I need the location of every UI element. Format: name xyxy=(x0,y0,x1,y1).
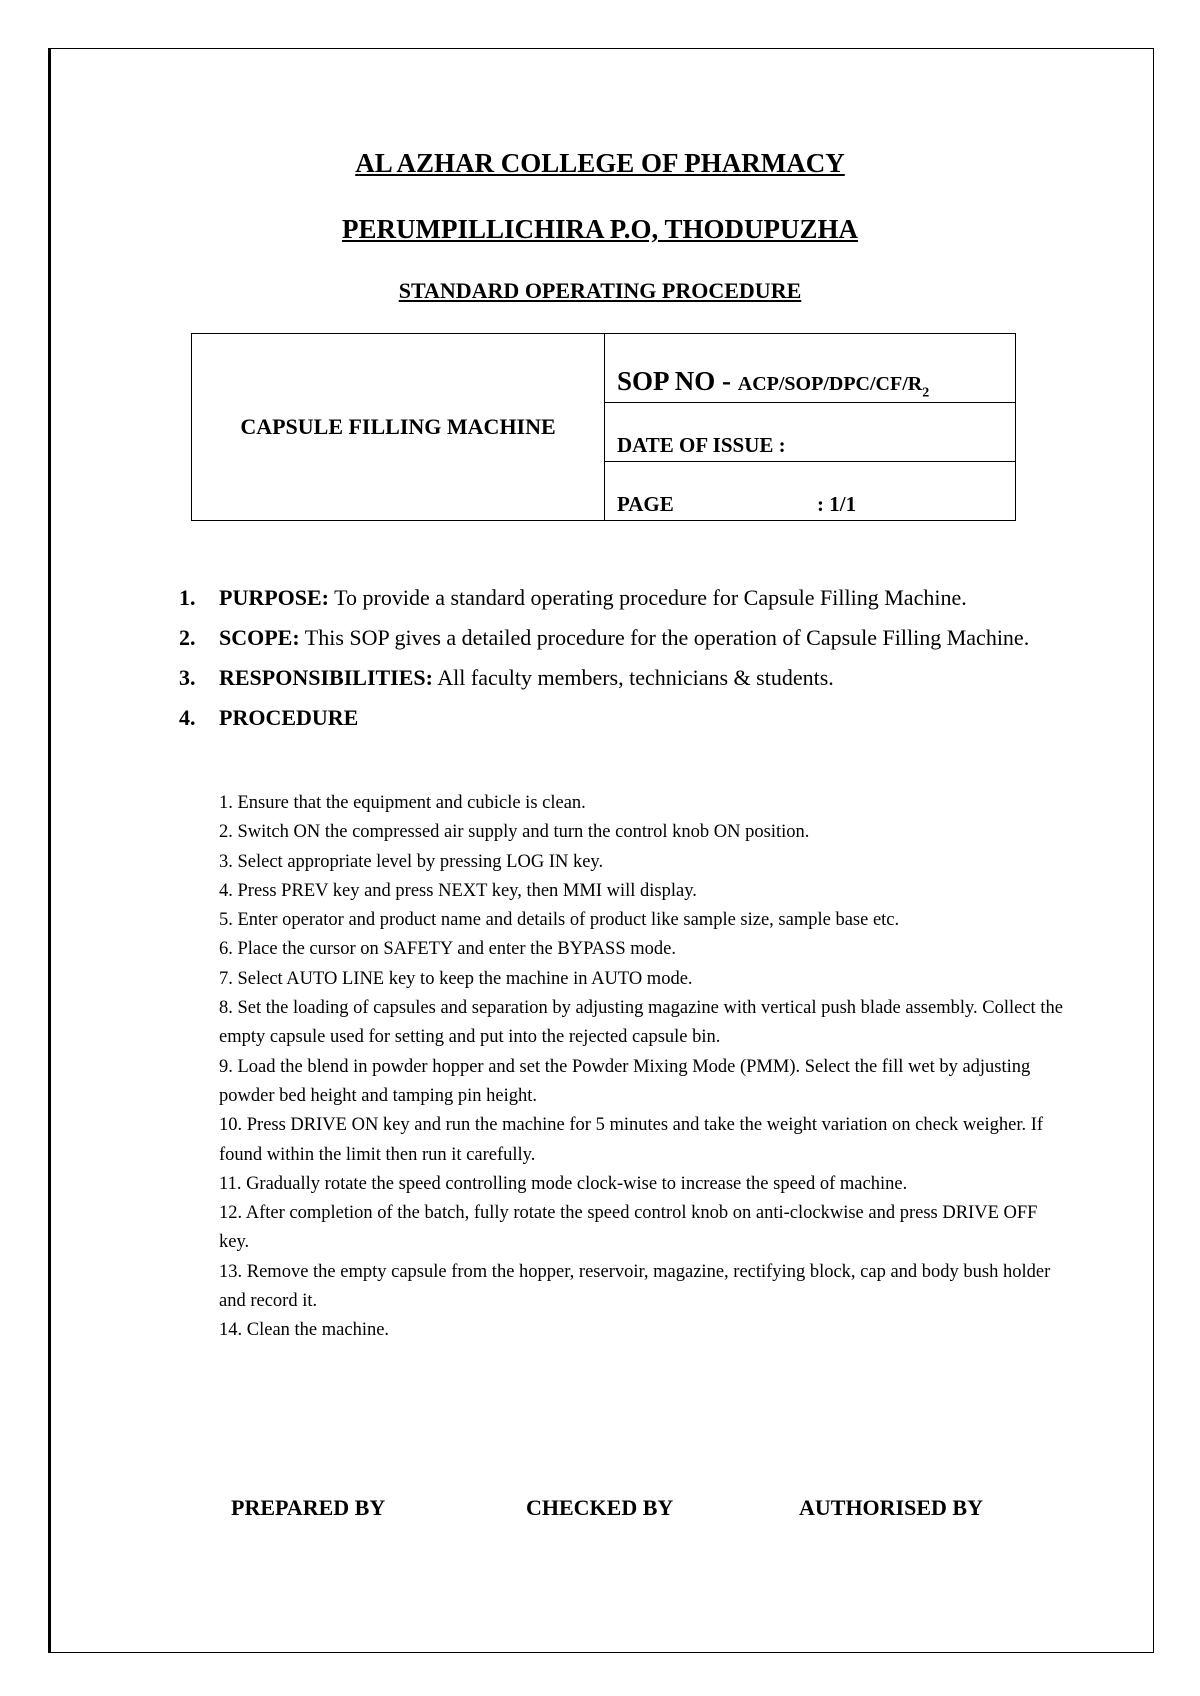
page-row xyxy=(605,462,1015,520)
date-of-issue-row xyxy=(605,403,1015,462)
procedure-step: 7. Select AUTO LINE key to keep the machine in AUTO mode. xyxy=(219,968,693,989)
college-name: AL AZHAR COLLEGE OF PHARMACY xyxy=(355,148,845,178)
section-number: 3. xyxy=(179,665,196,690)
procedure-step: 4. Press PREV key and press NEXT key, then MMI will display. xyxy=(219,880,697,901)
section-text: All faculty members, technicians & students. xyxy=(432,665,834,690)
sop-number-revision: 2 xyxy=(922,385,930,401)
procedure-step: 2. Switch ON the compressed air supply and turn the control knob ON position. xyxy=(219,822,810,843)
section-number: 4. xyxy=(179,705,196,730)
section-text: This SOP gives a detailed procedure for the operation of Capsule Filling Machine. xyxy=(299,625,1030,650)
procedure-steps xyxy=(219,789,1064,1346)
section-number: 2. xyxy=(179,625,196,650)
sop-number-row xyxy=(605,334,1015,403)
sop-number-code: ACP/SOP/DPC/CF/R xyxy=(737,373,923,395)
procedure-step: 1. Ensure that the equipment and cubicle is clean. xyxy=(219,793,586,813)
date-of-issue-label: DATE OF ISSUE : xyxy=(617,433,786,457)
section-responsibilities xyxy=(179,658,1059,698)
procedure-step: 6. Place the cursor on SAFETY and enter the BYPASS mode. xyxy=(219,939,676,960)
procedure-step: 13. Remove the empty capsule from the hopper, reservoir, magazine, rectifying block, cap and body bush holder and record it. xyxy=(219,1261,1051,1312)
procedure-step: 11. Gradually rotate the speed controlling mode clock-wise to increase the speed of machine. xyxy=(219,1173,908,1194)
section-title: SCOPE: xyxy=(219,625,300,650)
procedure-step: 5. Enter operator and product name and details of product like sample size, sample base etc. xyxy=(219,910,900,931)
section-number: 1. xyxy=(179,585,196,610)
procedure-step: 3. Select appropriate level by pressing LOG IN key. xyxy=(219,851,604,872)
checked-by-label: CHECKED BY xyxy=(526,1495,674,1520)
section-text: To provide a standard operating procedure for Capsule Filling Machine. xyxy=(329,585,967,610)
equipment-name: CAPSULE FILLING MACHINE xyxy=(192,334,605,520)
section-scope xyxy=(179,618,1059,658)
page-value: : 1/1 xyxy=(817,492,857,516)
procedure-step: 8. Set the loading of capsules and separation by adjusting magazine with vertical push blade assembly. Collect the empty capsule used for setting and put into the rejected capsule bin. xyxy=(219,998,1063,1048)
sop-sections xyxy=(179,578,1059,738)
prepared-by-label: PREPARED BY xyxy=(231,1495,386,1520)
procedure-step: 10. Press DRIVE ON key and run the machine for 5 minutes and take the weight variation on check weigher. If found within the limit then run it carefully. xyxy=(219,1115,1044,1165)
sop-number-label: SOP NO - xyxy=(617,366,738,396)
section-title: PURPOSE: xyxy=(219,585,329,610)
sop-info-table xyxy=(191,333,1016,521)
section-purpose xyxy=(179,578,1059,618)
authorised-by-label: AUTHORISED BY xyxy=(799,1495,983,1520)
section-title: RESPONSIBILITIES: xyxy=(219,665,433,690)
section-procedure xyxy=(179,698,1059,738)
page-label: PAGE xyxy=(617,492,674,516)
procedure-step: 14. Clean the machine. xyxy=(219,1320,390,1341)
section-title: PROCEDURE xyxy=(219,705,359,730)
college-address: PERUMPILLICHIRA P.O, THODUPUZHA xyxy=(341,214,859,244)
procedure-step: 9. Load the blend in powder hopper and set the Powder Mixing Mode (PMM). Select the fill wet by adjusting powder bed height and tamping pin height. xyxy=(219,1056,1031,1106)
procedure-step: 12. After completion of the batch, fully rotate the speed control knob on anti-clockwise and press DRIVE OFF key. xyxy=(219,1203,1038,1253)
document-type: STANDARD OPERATING PROCEDURE xyxy=(398,278,802,303)
